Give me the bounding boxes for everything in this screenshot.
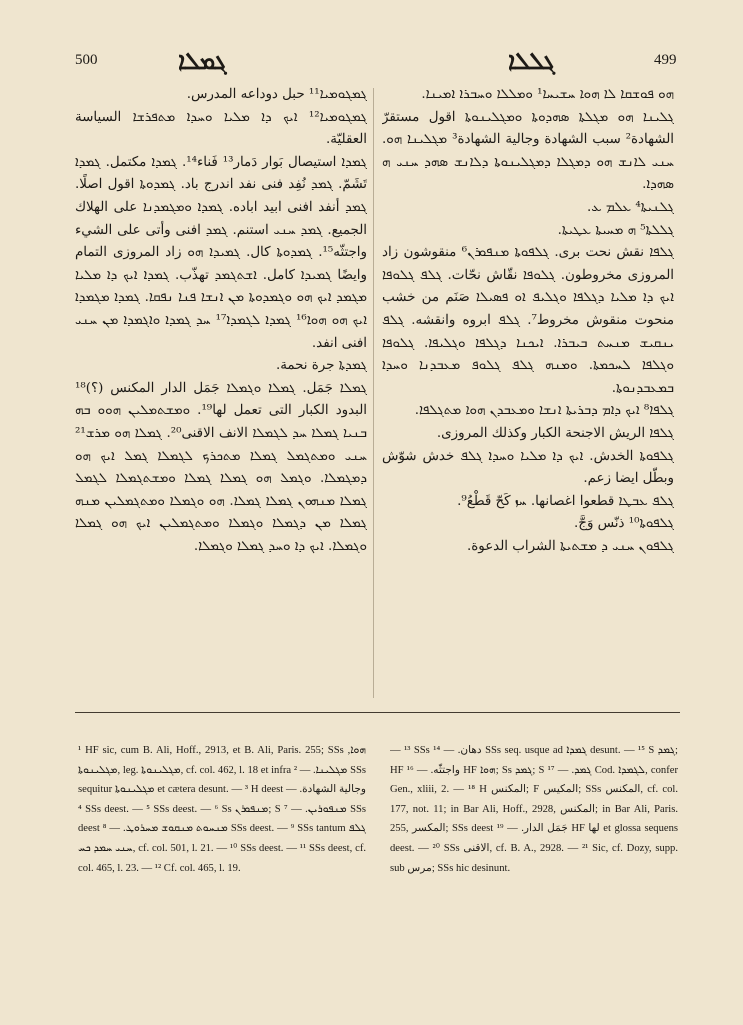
dictionary-entry: ܓܡܕܐ استيصال بَوار دَمار¹³ فَناء¹⁴. ܓܡܕܐ مكتمل. ܓܡܕܐ تَشَمّ. ܓܡܕ نُفِد فنى نفد اندرج باد. ܓܡܕܘܬܐ اقول اصلًا. ܓܡܕ أنفد افنى ابيد اباده. ܓܡܕܐ ܘܡܓܡܕܢܐ على الهلاك الجميع. ܓܡܕ ܚܢܝ استنم. ܓܡܕ افنى وأتى على الشيء واجتثّه¹⁵. ܓܡܕܘܬܐ كال. ܓܡܝܕܐ ܗܘ زاد المروزى التمام وايضًا ܓܡܝܕܐ كامل. ܐܫܬܓܡܕ تهذّب. ܓܡܕܐ ܐܝܟ ܕܐ ܡܠܝܐ ܡܓܡܕ ܐܝܟ ܗܘ ܘܓܡܕܘܬܐ ܡܢ ܐܢܫܐ ܦܢܐ ܢܦܩܐ. ܓܡܕܐ ܡܓܡܕܐ ܐܝܟ ܗܘ ܗܘܐ¹⁶ ܓܡܕܐ ܠܓܡܕܐ¹⁷ ܚܕ ܓܡܕܐ ܘܐܓܡܕܐ ܡܢ ܚܢܝ افنى انفد. xyxy=(75,154,367,351)
left-running-head: ܓܡܠܐ xyxy=(178,46,227,75)
right-running-head: ܓܠܠܐ xyxy=(508,46,556,75)
right-page-number: 499 xyxy=(654,52,677,68)
right-text-column xyxy=(382,84,674,698)
dictionary-entry: ܓܡܠܐ جَمَل. ܓܡܠܐ ܘܓܡܠܐ جَمَل الدار المكنس (؟)¹⁸ البدود الكبار التى تعمل لها¹⁹. ܘܡܫܬܡܠܝܢ ܗܘܘ ܒܗ ܒܢܝܐ ܓܡܠܐ ܚܕ ܠܓܡܠܐ الانف الاقنى²⁰. ܓܡܠܐ ܗܘ ܡܪܫ²¹ ܚܢܝ ܘܡܬܓܡܠ ܓܡܠܐ ܡܬܟܪܟ ܠܓܡܠܐ ܓܡܠ ܐܝܟ ܗܘ ܕܡܓܡܠܐ. ܘܓܡܠ ܗܘ ܓܡܠܐ ܓܡܠܐ ܘܡܫܬܓܡܠܐ ܠܓܡܠ ܓܡܠܐ ܡܢܗܘܢ ܓܡܠܐ ܓܡܠܐ. ܗܘ ܘܓܡܠܐ ܘܡܬܓܡܠܝܢ ܡܢܗ ܓܡܠܐ ܡܢ ܕܓܡܠܐ ܘܓܡܠܐ ܘܡܬܓܡܠܝܢ ܐܝܟ ܗܘ ܓܡܠܐ ܘܓܡܠܐ. ܐܝܟ ܕܐ ܘܚܕ ܓܡܠܐ ܘܓܡܠܐ. xyxy=(75,380,367,554)
footnotes-left xyxy=(78,741,366,991)
dictionary-entry: ܓܡܓܘܡܝܐ¹¹ حبل دوداعه المدرس. xyxy=(186,87,367,102)
dictionary-entry: ܓܠܦܐ الريش الاجنحة الكبار وكذلك المروزى. xyxy=(436,425,674,441)
footnote-block: ¹ HF sic, cum B. Ali, Hoff., 2913, et B. Ali, Paris. 255; SSs ܗܘܐ, ܡܓܠܝܢܘܬܐ, leg. ܡܓܠܝܢܘܬܐ, cf. col. 462, l. 18 et infra ܡܓܠܝܢܐ. — ² SSs sequitur ܡܓܠܝܢܘܬܐ et cætera desunt. — ³ H deest وجالية الشهادة. — ⁴ SSs deest. — ⁵ SSs deest. — ⁶ Ss ܡܢܦܘܪܢ; S ܡܢܦܘܪܝܢ. — ⁷ SSs deest ܡܢܚܘܬ ܡܢܩܘܫ ܡܚܪܘܛ. — ⁸ SSs deest. — ⁹ SSs tantum ܓܠܦ ܚܢܝ ܚܡܕ ܟܚ, cf. col. 501, l. 21. — ¹⁰ SSs deest. — ¹¹ SSs deest, cf. col. 465, l. 23. — ¹² Cf. col. 465, l. 19. xyxy=(78,745,366,874)
dictionary-entry: ܓܠܢܝܬܐ⁴ ܥܠܡ ܥ. xyxy=(587,199,674,215)
dictionary-entry: ܗܘ ܦܘܫܩܐ ܠܐ ܗܘܐ ܚܫܝܚܐ¹ ܘܡܠܠܐ ܘܚܒܪܐ ܐܡܝܢܐ. xyxy=(421,87,674,102)
dictionary-entry: ܓܡܕܬܐ جرة نحمة. xyxy=(275,358,367,374)
dictionary-entry: ܓܠܦܐ⁸ ܐܝܟ ܕܐܡ ܕܒܪܝܬܐ ܐܢܫܐ ܘܡܥܒܕܢ ܗܘܐ ܡܬܓܠܦܐ. xyxy=(414,403,674,419)
dictionary-entry: ܓܠܦ ܥܒܛܐ قطعوا اغصانها. ܚܙ كَحّ قَطْعُ⁹. xyxy=(457,493,674,509)
dictionary-entry: ܓܠܠܬܐ⁵ ܗ ܡܚܝܬܐ ܥܛܝܬܐ. xyxy=(557,222,674,238)
footnotes-right xyxy=(390,741,678,991)
footnote-rule xyxy=(75,712,680,713)
dictionary-entry: ܓܠܦܐ نقش نحت برى. ܓܠܦܘܬܐ ܡܢܦܘܪܢ⁶ منقوشون زاد المروزى مخروطون. ܓܠܘܦܐ نقّاش نحّات. ܓܠܦ ܓܠܘܦܐ ܐܝܟ ܕܐ ܡܠܝܐ ܕܓܠܦܐ ܘܓܠܝܦ ܐܘ ܦܣܝܠܐ صَنَم من خشب منحوت منقوش مخروط⁷. ܓܠܦ ابروه وانقشه. ܓܠܦ ܝܢܩܝܫ ܡܢܚܬ ܒܝܒܪܐ. ܐܝܟܢܐ ܕܓܠܦܐ ܘܓܠܝܦܐ. ܓܠܘܦܐ ܘܓܠܦܐ ܠܚܟܡܬܐ. ܘܡܢܗ ܓܠܦ ܓܠܘܦ ܡܥܒܕܢܐ ܘܚܕܐ ܒܡܥܒܕܢܘܬܐ. xyxy=(382,245,674,396)
column-divider xyxy=(373,88,374,698)
dictionary-entry: ܓܡܓܘܡܝܐ¹² ܐܝܟ ܕܐ ܡܠܝܐ ܘܚܕܐ ܡܬܦܪܫܐ السياسة العقليّة. xyxy=(75,109,367,148)
left-page-number: 500 xyxy=(75,52,98,68)
left-text-column xyxy=(75,84,367,698)
dictionary-entry: ܓܠܦܘܢ ܚܢܝ ܕ ܡܫܬܝܬܐ الشراب الدعوة. xyxy=(467,538,674,554)
dictionary-entry: ܓܠܝܢܐ ܗܘ ܡܓܠܬܐ ܣܗܕܘܬܐ ܘܡܓܠܝܢܘܬܐ اقول مستقرّ الشهادة² سبب الشهادة وجالية الشهادة³ ܡܓܠܝܢܐ ܗܘ. ܚܢܝ ܠܐܢܫ ܗܘ ܕܡܓܠܐ ܕܡܓܠܝܢܘܬܐ ܕܠܐܢܫ ܣܗܕ ܚܢܝ ܗ ܣܗܕܐ. xyxy=(382,109,674,193)
dictionary-entry: ܓܠܦܘܬܐ الخدش. ܐܝܟ ܕܐ ܡܠܝܐ ܘܚܕܐ ܓܠܦ خدش شوّش وبطّل ايضا زعم. xyxy=(382,448,674,487)
footnote-block: — ¹³ SSs دهان. — ¹⁴ SSs seq. usque ad ܓܡܕܐ desunt. — ¹⁵ S ܓܡܕ; HF واجتثّه. — ¹⁶ HF ܗܘܐ; Ss ܓܡܕ; S ܓܡܕ. — ¹⁷ Cod. ܠܓܡܕܐ, confer Gen., xliii, 2. — ¹⁸ H المكنس; F المكيس; SSs المكنس, cf. col. 177, not. 11; in Bar Ali, Hoff., 2928, المكنس; in Bar Ali, Paris. 255, المكسر; SSs deest جَمَل الدار. — ¹⁹ HF لها et glossa sequens deest. — ²⁰ SSs الاقنى, cf. B. A., 2928. — ²¹ Sic, cf. Dozy, supp. sub مرس; SSs hic desinunt. xyxy=(390,745,678,874)
dictionary-entry: ܓܠܦܘܬܐ¹⁰ ذنّس وَجَّ. xyxy=(574,516,674,532)
